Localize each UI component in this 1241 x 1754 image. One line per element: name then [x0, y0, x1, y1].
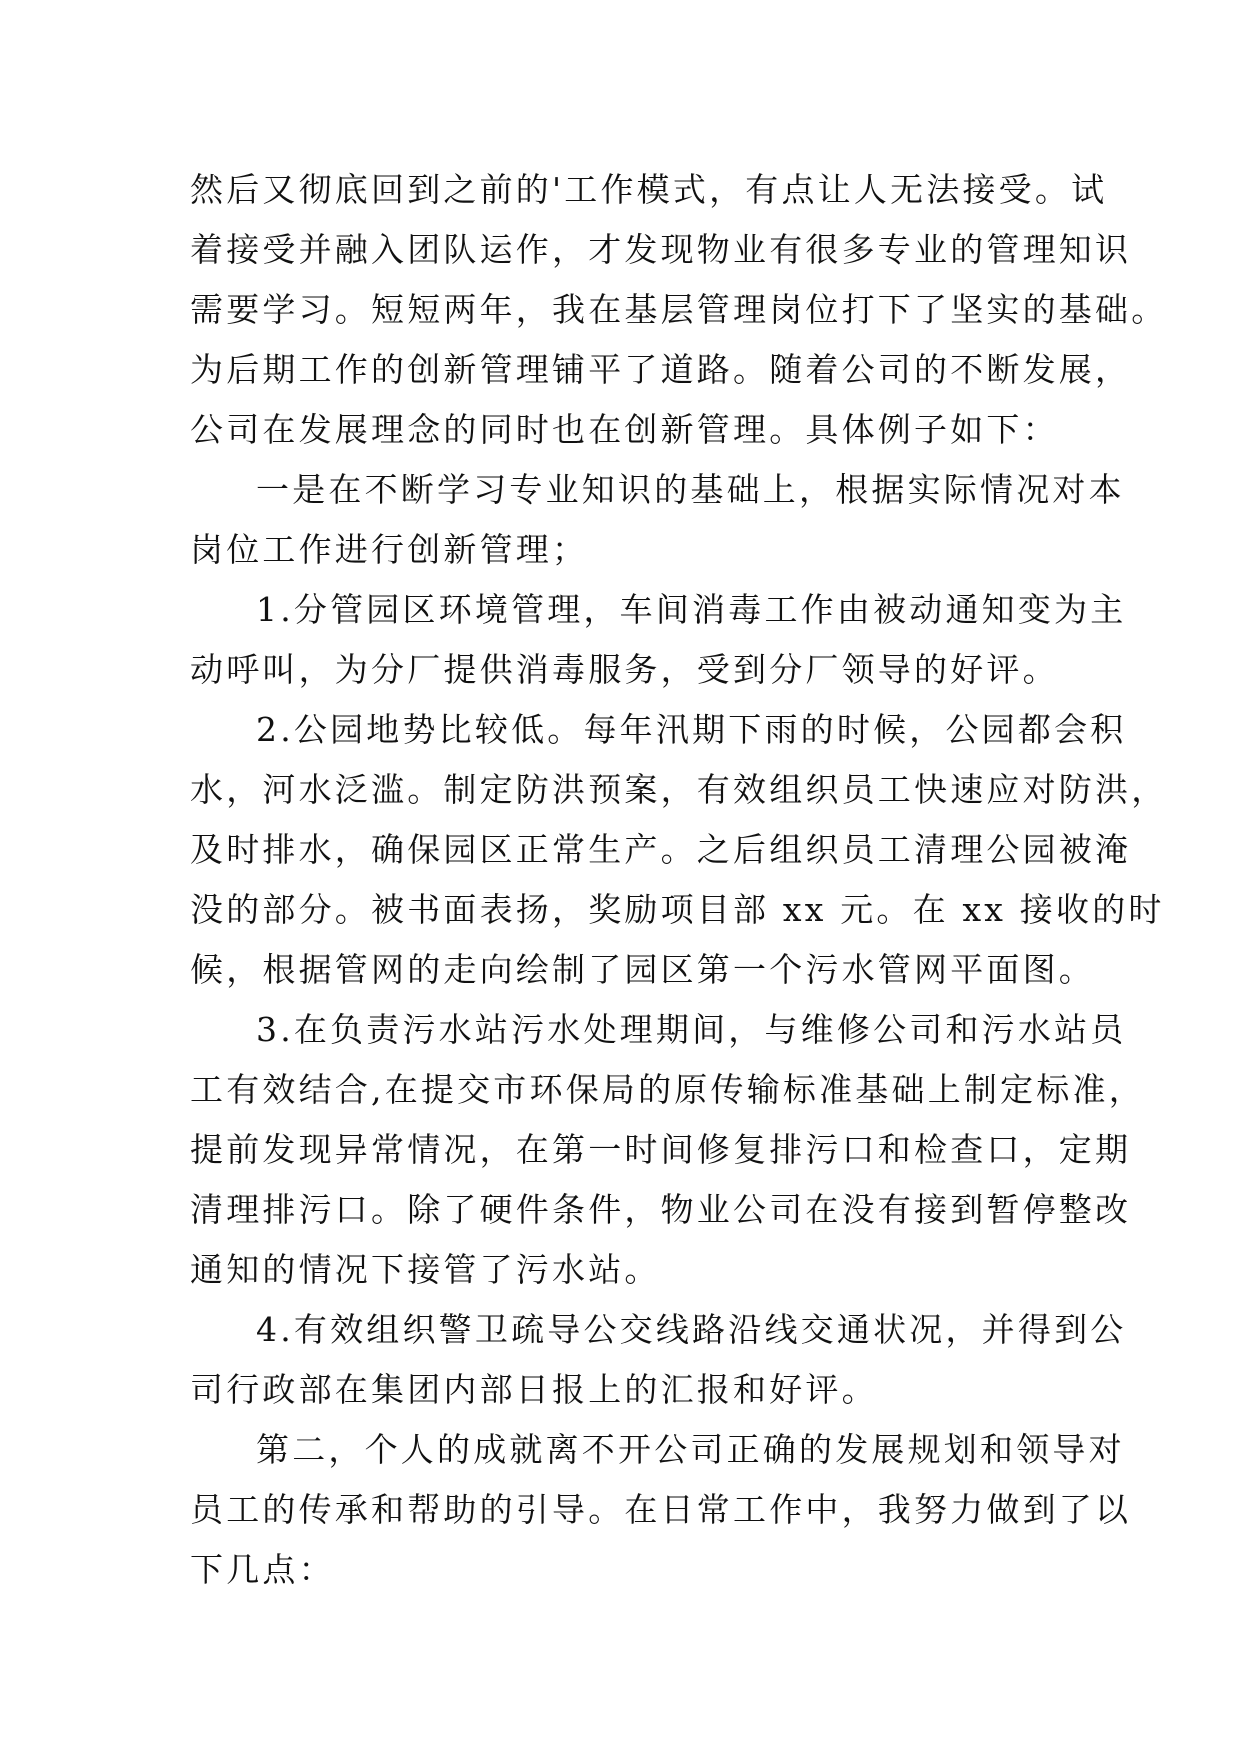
text-line: 需要学习。短短两年，我在基层管理岗位打下了坚实的基础。 [190, 290, 1168, 329]
text-line: 水，河水泛滥。制定防洪预案，有效组织员工快速应对防洪， [190, 770, 1168, 809]
text-line: 一是在不断学习专业知识的基础上，根据实际情况对本 [256, 470, 1125, 509]
text-line: 公司在发展理念的同时也在创新管理。具体例子如下： [190, 410, 1059, 449]
text-line: 通知的情况下接管了污水站。 [190, 1250, 661, 1289]
text-line: 司行政部在集团内部日报上的汇报和好评。 [190, 1370, 878, 1409]
text-line: 动呼叫，为分厂提供消毒服务，受到分厂领导的好评。 [190, 650, 1059, 689]
text-line: 提前发现异常情况，在第一时间修复排污口和检查口，定期 [190, 1130, 1132, 1169]
text-line: 下几点： [190, 1550, 335, 1589]
text-line: 岗位工作进行创新管理； [190, 530, 589, 569]
text-line: 清理排污口。除了硬件条件，物业公司在没有接到暂停整改 [190, 1190, 1132, 1229]
text-line: 4.有效组织警卫疏导公交线路沿线交通状况，并得到公 [256, 1310, 1127, 1349]
text-line: 及时排水，确保园区正常生产。之后组织员工清理公园被淹 [190, 830, 1132, 869]
text-line: 着接受并融入团队运作，才发现物业有很多专业的管理知识 [190, 230, 1132, 269]
text-line: 为后期工作的创新管理铺平了道路。随着公司的不断发展， [190, 350, 1132, 389]
text-line: 没的部分。被书面表扬，奖励项目部 xx 元。在 xx 接收的时 [190, 890, 1165, 929]
text-line: 第二，个人的成就离不开公司正确的发展规划和领导对 [256, 1430, 1125, 1469]
text-line: 工有效结合,在提交市环保局的原传输标准基础上制定标准， [190, 1070, 1145, 1109]
text-line: 候，根据管网的走向绘制了园区第一个污水管网平面图。 [190, 950, 1095, 989]
text-line: 2.公园地势比较低。每年汛期下雨的时候，公园都会积 [256, 710, 1127, 749]
text-line: 3.在负责污水站污水处理期间，与维修公司和污水站员 [256, 1010, 1127, 1049]
text-line: 1.分管园区环境管理，车间消毒工作由被动通知变为主 [256, 590, 1127, 629]
document-body [190, 160, 1168, 1600]
text-line: 然后又彻底回到之前的'工作模式，有点让人无法接受。试 [190, 170, 1108, 209]
text-line: 员工的传承和帮助的引导。在日常工作中，我努力做到了以 [190, 1490, 1132, 1529]
